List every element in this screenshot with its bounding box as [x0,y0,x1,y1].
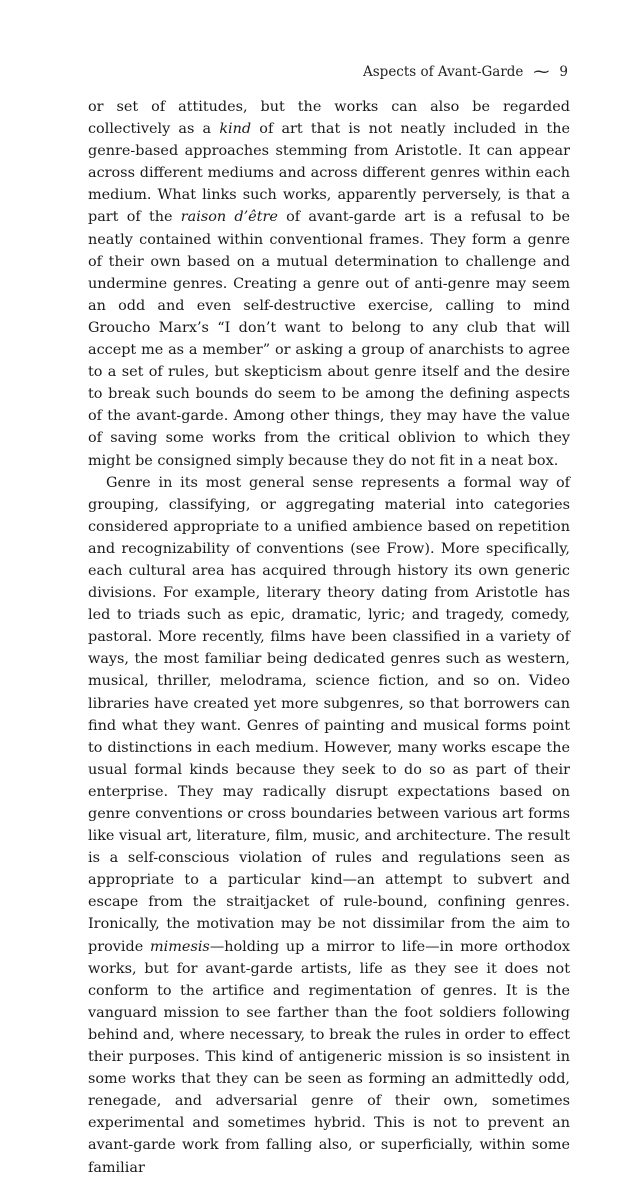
italic-term: mimesis [150,938,210,955]
swung-dash-ornament: ⁓ [533,62,550,81]
text-run: of avant-garde art is a refusal to be neatly contained within conventional frames. They form a genre of their own based on a mutual determination to challenge and undermine genres. Creating a genre out of anti-genre may seem an odd and even self-destructive exercise, calling to mind Groucho Marx’s “I don’t want to belong to any club that will accept me as a member” or asking a group of anarchists to agree to a set of rules, but skepticism about genre itself and the desire to break such bounds do seem to be among the defining aspects of the avant-garde. Among other things, they may have the value of saving some works from the critical oblivion to which they might be consigned simply because they do not fit in a neat box. [88,209,570,469]
italic-term: kind [219,121,252,138]
text-run: of art that is not neatly included in the genre-based approaches stemming from Aristotle. It can appear across different mediums and across different genres within each medium. What links such works, apparently perversely, is that a part of the [88,121,570,226]
italic-term: raison d’être [180,209,278,226]
page-number: 9 [559,64,568,80]
text-run: Genre in its most general sense represents a formal way of grouping, classifying, or aggregating material into categories considered appropriate to a unified ambience based on repetition and recognizability of conventions (see Frow). More specifically, each cultural area has acquired through history its own generic divisions. For example, literary theory dating from Aristotle has led to triads such as epic, dramatic, lyric; and tragedy, comedy, pastoral. More recently, films have been classified in a variety of ways, the most familiar being dedicated genres such as western, musical, thriller, melodrama, science fiction, and so on. Video libraries have created yet more subgenres, so that borrowers can find what they want. Genres of painting and musical forms point to distinctions in each medium. However, many works escape the usual formal kinds because they seek to do so as part of their enterprise. They may radically disrupt expectations based on genre conventions or cross boundaries between various art forms like visual art, literature, film, music, and architecture. The result is a self-conscious violation of rules and regulations seen as appropriate to a particular kind—an attempt to subvert and escape from the straitjacket of rule-bound, confining genres. Ironically, the motivation may be not dissimilar from the aim to provide [88,474,570,955]
paragraph-2 [88,472,570,1179]
running-head-title: Aspects of Avant-Garde [363,64,524,80]
paragraph-1 [88,96,570,472]
text-run: —holding up a mirror to life—in more orthodox works, but for avant-garde artists, life as they see it does not conform to the artifice and regimentation of genres. It is the vanguard mission to see farther than the foot soldiers following behind and, where necessary, to break the rules in order to effect their purposes. This kind of antigeneric mission is so insistent in some works that they can be seen as forming an admittedly odd, renegade, and adversarial genre of their own, sometimes experimental and sometimes hybrid. This is not to prevent an avant-garde work from falling also, or superficially, within some familiar [88,938,571,1176]
text-run: or set of attitudes, but the works can also be regarded collectively as a [88,99,570,138]
running-head [363,64,568,80]
body-text [88,96,570,1179]
